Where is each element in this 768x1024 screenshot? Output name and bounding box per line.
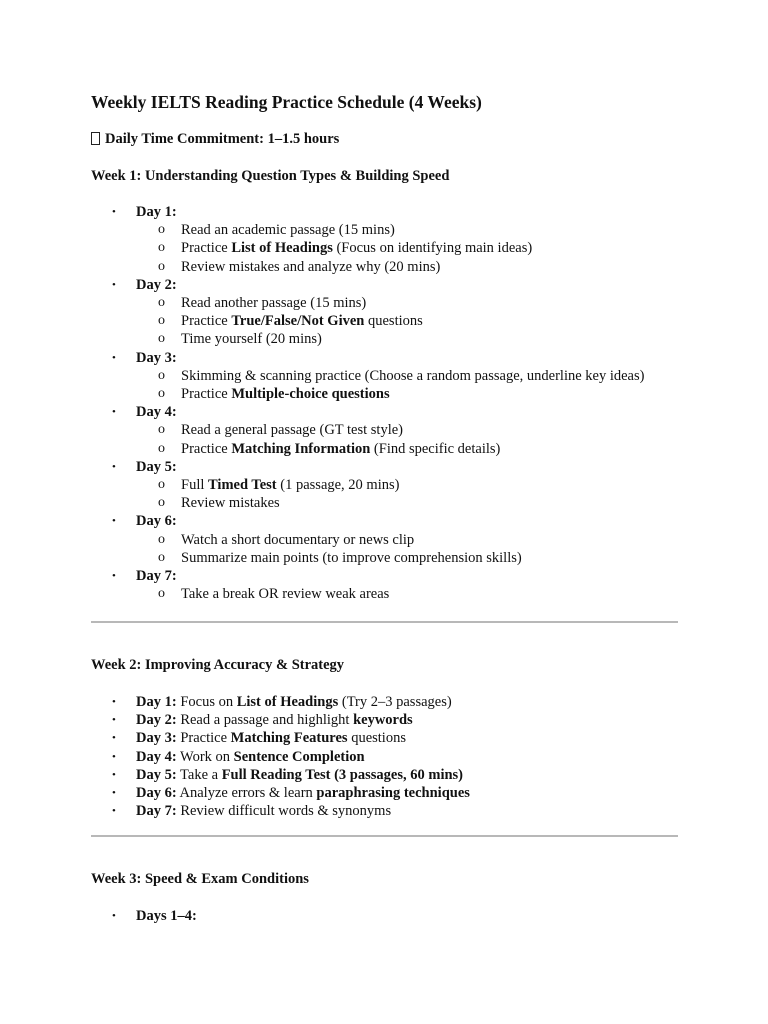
task-item — [0, 440, 644, 458]
sub-bullet-marker: o — [158, 222, 165, 238]
text-segment: (Focus on identifying main ideas) — [332, 240, 533, 257]
day-label: Day 4: — [136, 748, 177, 765]
week1-heading: Week 1: Understanding Question Types & Building Speed — [91, 168, 450, 184]
task-item — [0, 221, 644, 239]
text-segment: Summarize main points (to improve comprehension skills) — [181, 549, 522, 566]
sub-bullet-marker: o — [158, 313, 165, 329]
bullet-marker: • — [112, 460, 116, 473]
bullet-marker: • — [112, 768, 116, 781]
text-segment: Time yourself (20 mins) — [181, 331, 322, 348]
day-label: Day 5: — [136, 458, 177, 475]
bullet-marker: • — [112, 351, 116, 364]
task-item — [0, 294, 644, 312]
day-label: Day 7: — [136, 568, 177, 585]
day-item — [0, 276, 644, 349]
text-segment: Practice — [181, 313, 232, 330]
text-segment: Focus on — [176, 694, 237, 710]
bold-text: Full Reading Test (3 passages, 60 mins) — [221, 766, 464, 783]
text-segment: Read a passage and highlight — [176, 712, 354, 729]
task-list — [136, 221, 644, 276]
sub-bullet-marker: o — [158, 258, 165, 274]
week3-day-list — [0, 907, 197, 925]
text-segment: (Find specific details) — [370, 440, 501, 457]
bold-text: Sentence Completion — [233, 748, 365, 765]
week2-heading: Week 2: Improving Accuracy & Strategy — [91, 657, 345, 673]
bullet-marker: • — [112, 515, 116, 528]
bullet-marker: • — [112, 732, 116, 745]
task-list — [136, 421, 644, 457]
bold-text: List of Headings — [236, 694, 339, 710]
day-item — [0, 711, 470, 729]
day-label: Day 2: — [136, 276, 177, 293]
text-segment: Practice — [181, 240, 232, 257]
task-item — [0, 385, 644, 403]
time-commitment — [91, 131, 339, 148]
task-list — [136, 531, 644, 567]
day-label: Day 6: — [136, 513, 177, 530]
day-item — [0, 784, 470, 802]
day-label: Day 7: — [136, 803, 177, 820]
day-item — [0, 458, 644, 513]
sub-bullet-marker: o — [158, 422, 165, 438]
sub-bullet-marker: o — [158, 386, 165, 402]
sub-bullet-marker: o — [158, 531, 165, 547]
bullet-marker: • — [112, 910, 116, 922]
day-label: Day 6: — [136, 785, 177, 802]
day-item — [0, 512, 644, 567]
task-list — [136, 294, 644, 349]
text-segment: (Try 2–3 passages) — [338, 694, 452, 710]
bold-text: paraphrasing techniques — [316, 785, 470, 802]
time-commitment-text: Daily Time Commitment: 1–1.5 hours — [105, 131, 340, 147]
sub-bullet-marker: o — [158, 586, 165, 602]
bullet-marker: • — [112, 714, 116, 727]
task-item — [0, 549, 644, 567]
text-segment: Take a — [176, 766, 222, 783]
day-label: Day 3: — [136, 730, 177, 747]
text-segment: (1 passage, 20 mins) — [276, 477, 400, 494]
task-list — [136, 367, 644, 403]
sub-bullet-marker: o — [158, 440, 165, 456]
day-label: Day 1: — [136, 694, 177, 710]
text-segment: Practice — [181, 440, 232, 457]
task-item — [0, 476, 644, 494]
bullet-marker: • — [112, 406, 116, 419]
bullet-marker: • — [112, 696, 116, 708]
sub-bullet-marker: o — [158, 367, 165, 383]
day-item — [0, 693, 470, 711]
task-item — [0, 330, 644, 348]
bold-text: Matching Features — [230, 730, 348, 747]
task-list — [136, 476, 644, 512]
day-item — [0, 403, 644, 458]
day-label: Day 3: — [136, 349, 177, 366]
text-segment: Review mistakes — [181, 495, 280, 512]
task-item — [0, 494, 644, 512]
sub-bullet-marker: o — [158, 240, 165, 256]
text-segment: Review mistakes and analyze why (20 mins) — [181, 258, 441, 275]
bold-text: Matching Information — [231, 440, 371, 457]
bold-text: List of Headings — [231, 240, 333, 257]
sub-bullet-marker: o — [158, 495, 165, 511]
text-segment: Full — [181, 477, 208, 494]
text-segment: questions — [364, 313, 423, 330]
day-item — [0, 748, 470, 766]
bold-text: True/False/Not Given — [231, 313, 365, 330]
day-item — [0, 349, 644, 404]
day-label: Day 1: — [136, 204, 177, 220]
day-item — [0, 729, 470, 747]
task-item — [0, 531, 644, 549]
bullet-marker: • — [112, 278, 116, 291]
bullet-marker: • — [112, 570, 116, 583]
task-item — [0, 312, 644, 330]
missing-glyph-box-icon — [91, 132, 100, 145]
sub-bullet-marker: o — [158, 549, 165, 565]
task-item — [0, 421, 644, 439]
day-label: Day 2: — [136, 712, 177, 729]
task-item — [0, 367, 644, 385]
week3-heading: Week 3: Speed & Exam Conditions — [91, 871, 309, 887]
bold-text: Timed Test — [208, 477, 277, 494]
sub-bullet-marker: o — [158, 477, 165, 493]
sub-bullet-marker: o — [158, 295, 165, 311]
text-segment: Review difficult words & synonyms — [176, 803, 392, 820]
task-item — [0, 239, 644, 257]
section-divider — [91, 835, 678, 837]
text-segment: Watch a short documentary or news clip — [181, 531, 415, 548]
sub-bullet-marker: o — [158, 331, 165, 347]
text-segment: Read another passage (15 mins) — [181, 295, 367, 312]
day-item — [0, 907, 197, 925]
section-divider — [91, 621, 678, 623]
text-segment: Practice — [176, 730, 231, 747]
bullet-marker: • — [112, 787, 116, 800]
bullet-marker: • — [112, 805, 116, 818]
week2-day-list — [0, 693, 470, 820]
text-segment: Practice — [181, 386, 232, 403]
text-segment: questions — [347, 730, 406, 747]
text-segment: Read an academic passage (15 mins) — [181, 222, 395, 239]
text-segment: Skimming & scanning practice (Choose a random passage, underline key ideas) — [181, 367, 645, 384]
day-item — [0, 802, 470, 820]
day-item — [0, 766, 470, 784]
task-item — [0, 585, 644, 603]
text-segment: Analyze errors & learn — [176, 785, 317, 802]
task-list — [136, 585, 644, 603]
task-item — [0, 258, 644, 276]
week1-day-list — [0, 203, 644, 603]
bullet-marker: • — [112, 206, 116, 218]
day-item — [0, 567, 644, 603]
text-segment: Work on — [176, 748, 234, 765]
bold-text: keywords — [353, 712, 413, 729]
document-title: Weekly IELTS Reading Practice Schedule (4 Weeks) — [91, 92, 482, 112]
day-item — [0, 203, 644, 276]
day-label: Days 1–4: — [136, 908, 197, 924]
bullet-marker: • — [112, 750, 116, 763]
text-segment: Take a break OR review weak areas — [181, 586, 390, 603]
bold-text: Multiple-choice questions — [231, 386, 390, 403]
text-segment: Read a general passage (GT test style) — [181, 422, 403, 439]
day-label: Day 4: — [136, 404, 177, 421]
day-label: Day 5: — [136, 766, 177, 783]
